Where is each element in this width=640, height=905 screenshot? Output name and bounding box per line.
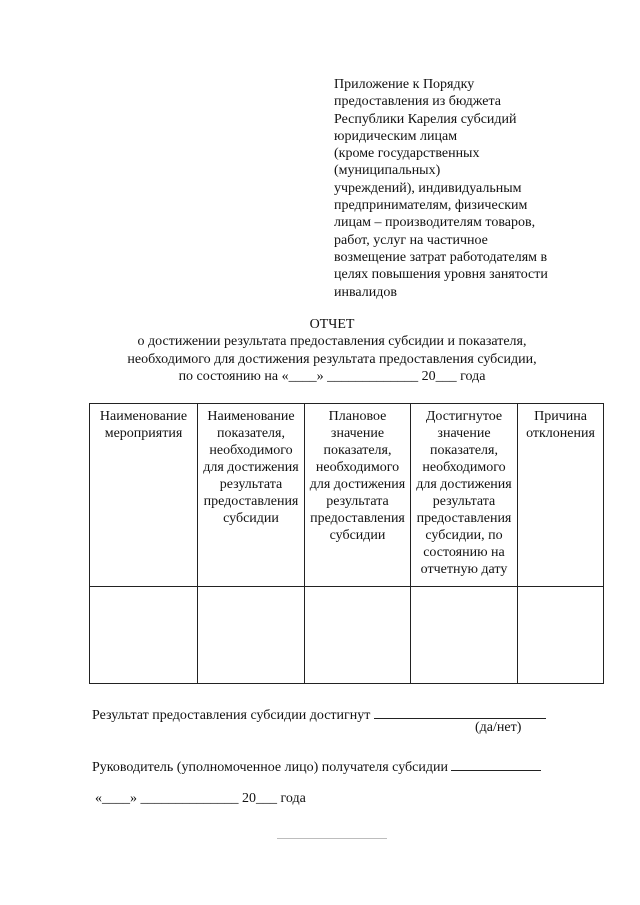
- head-signature-field[interactable]: [451, 756, 541, 771]
- table-cell: [198, 587, 305, 684]
- appendix-line: учреждений), индивидуальным: [334, 180, 522, 196]
- table-cell: [90, 587, 198, 684]
- report-heading: [0, 316, 640, 385]
- appendix-line: (муниципальных): [334, 163, 441, 179]
- appendix-line: целях повышения уровня занятости: [334, 267, 548, 283]
- appendix-line: Республики Карелия субсидий: [334, 111, 517, 127]
- date-line: [95, 790, 306, 807]
- report-title: ОТЧЕТ: [309, 317, 355, 332]
- table-cell: [518, 587, 604, 684]
- result-answer-field[interactable]: [374, 704, 546, 719]
- report-table: [89, 403, 604, 684]
- header-cell-indicator: Наименование показателя, необходимого для достижения результата предоставления субсидии: [198, 404, 305, 587]
- appendix-line: лицам – производителям товаров,: [334, 215, 536, 231]
- result-label: Результат предоставления субсидии достигнут: [92, 708, 371, 723]
- appendix-line: юридическим лицам: [334, 128, 458, 144]
- appendix-line: работ, услуг на частичное: [334, 232, 488, 248]
- header-cell-planned: Плановое значение показателя, необходимого для достижения результата предоставления субсидии: [305, 404, 411, 587]
- date-day: «____»: [95, 791, 137, 806]
- table-row: [90, 587, 604, 684]
- result-hint: (да/нет): [475, 720, 522, 735]
- appendix-line: Приложение к Порядку: [334, 77, 475, 92]
- head-label: Руководитель (уполномоченное лицо) получателя субсидии: [92, 760, 448, 775]
- appendix-line: инвалидов: [334, 284, 397, 300]
- table-cell: [305, 587, 411, 684]
- header-cell-deviation: Причина отклонения: [518, 404, 604, 587]
- footer-divider: [277, 838, 387, 839]
- appendix-line: предпринимателям, физическим: [334, 198, 528, 214]
- report-subtitle-line: по состоянию на «____» _____________ 20___ года: [178, 368, 486, 384]
- header-cell-activity: Наименование мероприятия: [90, 404, 198, 587]
- appendix-line: предоставления из бюджета: [334, 94, 501, 110]
- report-subtitle-line: о достижении результата предоставления субсидии и показателя,: [137, 334, 527, 350]
- appendix-line: возмещение затрат работодателям в: [334, 249, 548, 265]
- date-year: 20___ года: [242, 791, 306, 806]
- table-cell: [411, 587, 518, 684]
- date-month: ______________: [140, 791, 239, 806]
- header-cell-achieved: Достигнутое значение показателя, необходимого для достижения результата предоставления субсидии, по состоянию на отчетную дату: [411, 404, 518, 587]
- head-signature-line: [92, 756, 541, 776]
- report-subtitle-line: необходимого для достижения результата предоставления субсидии,: [127, 351, 537, 367]
- appendix-line: (кроме государственных: [334, 146, 480, 162]
- appendix-block: [334, 76, 614, 301]
- table-header-row: [90, 404, 604, 587]
